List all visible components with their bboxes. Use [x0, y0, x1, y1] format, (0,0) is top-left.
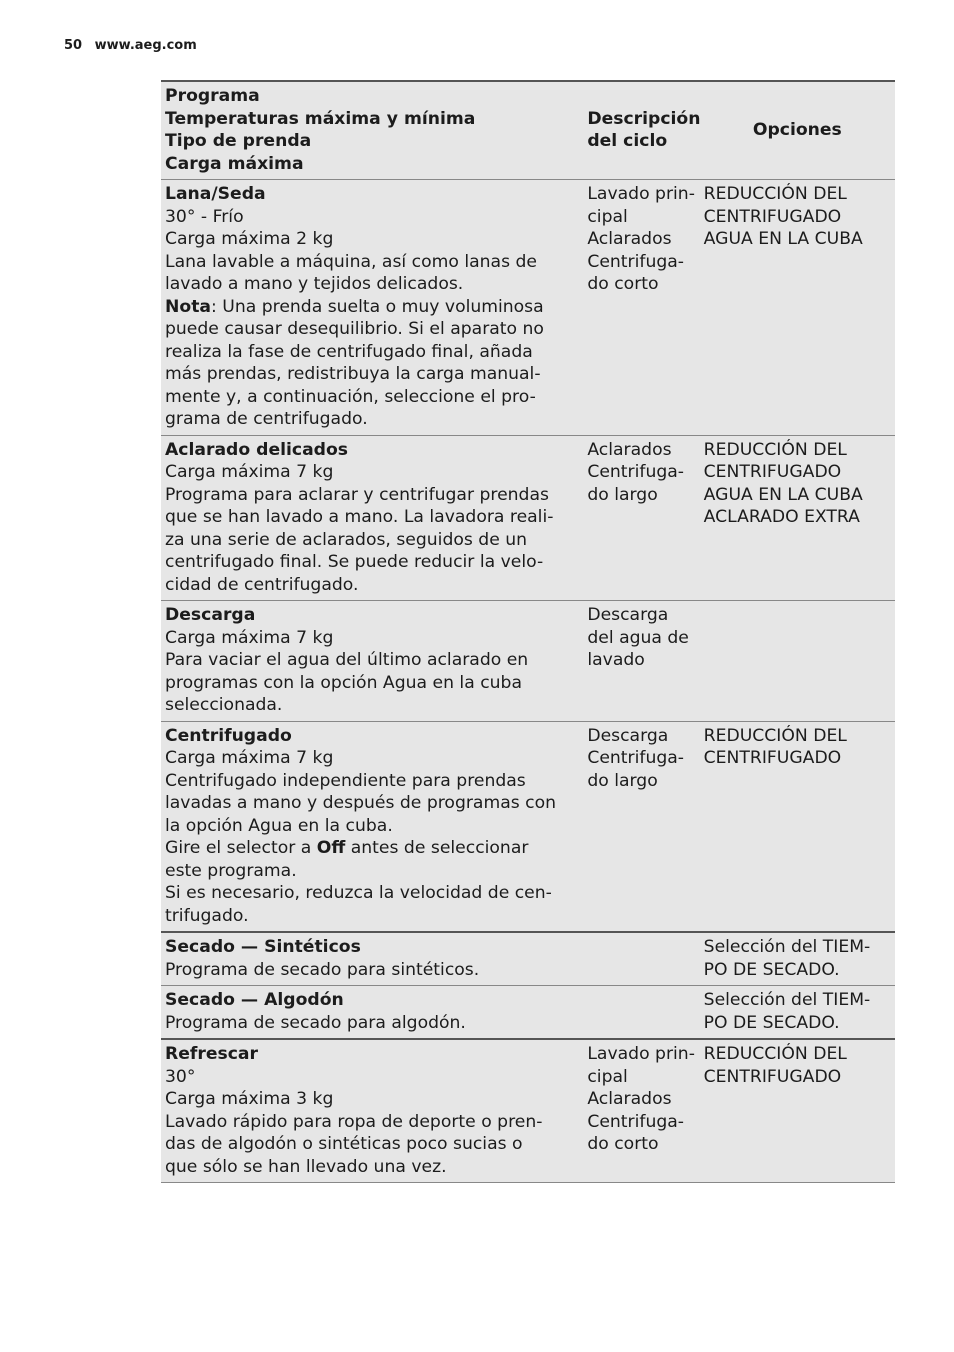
header-line: del ciclo [587, 131, 668, 151]
program-text-line [165, 627, 573, 650]
text-segment: Off [316, 838, 346, 858]
option-line: Selección del TIEM- [703, 990, 871, 1010]
text-segment: centrifugado final. Se puede reducir la velo- [165, 552, 544, 572]
description-cell [577, 435, 699, 601]
header-line: Descripción [587, 108, 701, 129]
description-line: Centrifuga- [587, 748, 684, 768]
program-text-line [165, 1133, 573, 1156]
program-cell [161, 1039, 577, 1183]
program-text-line [165, 206, 573, 229]
table-row [161, 721, 895, 932]
option-line: PO DE SECADO. [703, 959, 840, 980]
text-segment: puede causar desequilibrio. Si el aparato no [165, 319, 544, 339]
text-segment: que se han lavado a mano. La lavadora reali- [165, 507, 554, 527]
description-line: Descarga [587, 725, 669, 746]
header-options [700, 81, 895, 180]
description-line: Descarga [587, 605, 669, 625]
description-line: Lavado prin- [587, 1044, 695, 1064]
option-line: Selección del TIEM- [703, 937, 871, 957]
description-line: Centrifuga- [587, 462, 684, 482]
description-cell [577, 180, 699, 436]
text-segment: Refrescar [165, 1044, 258, 1064]
program-cell [161, 721, 577, 932]
program-name [165, 1043, 573, 1066]
options-cell [700, 932, 895, 986]
page-header [64, 38, 197, 53]
text-segment: realiza la fase de centrifugado final, añada [165, 341, 533, 362]
option-line: CENTRIFUGADO [703, 1066, 842, 1087]
text-segment: : Una prenda suelta o muy voluminosa [211, 296, 544, 317]
program-text-line [165, 770, 573, 793]
text-segment: seleccionada. [165, 695, 283, 715]
program-text-line [165, 273, 573, 296]
option-line: CENTRIFUGADO [703, 462, 842, 482]
option-line: ACLARADO EXTRA [703, 507, 860, 527]
text-segment: Lana lavable a máquina, así como lanas de [165, 251, 537, 272]
text-segment: Programa para aclarar y centrifugar prendas [165, 484, 549, 505]
table-row [161, 180, 895, 436]
description-line: cipal [587, 206, 628, 227]
program-text-line [165, 574, 573, 597]
options-cell [700, 986, 895, 1040]
program-name [165, 439, 573, 462]
table-row [161, 435, 895, 601]
website-url: www.aeg.com [94, 38, 197, 53]
option-line: AGUA EN LA CUBA [703, 229, 863, 249]
program-text-line [165, 551, 573, 574]
header-line: Tipo de prenda [165, 131, 312, 151]
text-segment: Carga máxima 7 kg [165, 462, 334, 482]
program-name [165, 183, 573, 206]
table-row [161, 601, 895, 722]
text-segment: Nota [165, 296, 212, 317]
program-text-line [165, 747, 573, 770]
text-segment: 30° [165, 1066, 196, 1087]
text-segment: das de algodón o sintéticas poco sucias o [165, 1134, 523, 1154]
text-segment: programas con la opción Agua en la cuba [165, 672, 522, 693]
option-line: REDUCCIÓN DEL [703, 1044, 847, 1064]
description-line: do largo [587, 770, 658, 791]
header-program [161, 81, 577, 180]
program-text-line [165, 1066, 573, 1089]
text-segment: za una serie de aclarados, seguidos de un [165, 529, 528, 550]
option-line: PO DE SECADO. [703, 1012, 840, 1033]
table-body [161, 180, 895, 1183]
text-segment: grama de centrifugado. [165, 409, 368, 429]
program-text-line [165, 318, 573, 341]
program-text-line [165, 694, 573, 717]
program-cell [161, 986, 577, 1040]
description-line: do corto [587, 274, 659, 294]
text-segment: Aclarado delicados [165, 439, 349, 460]
description-cell [577, 1039, 699, 1183]
option-line: AGUA EN LA CUBA [703, 484, 863, 505]
text-segment: 30° - Frío [165, 206, 244, 227]
description-line: Lavado prin- [587, 184, 695, 204]
text-segment: lavadas a mano y después de programas con [165, 793, 557, 813]
program-text-line [165, 792, 573, 815]
description-line: lavado [587, 650, 645, 670]
text-segment: Carga máxima 7 kg [165, 627, 334, 648]
description-line: cipal [587, 1066, 628, 1087]
text-segment: Lavado rápido para ropa de deporte o pren- [165, 1111, 543, 1132]
table-row [161, 1039, 895, 1183]
description-line: Aclarados [587, 1089, 672, 1109]
table-header [161, 81, 895, 180]
header-line: Temperaturas máxima y mínima [165, 108, 476, 129]
description-line: do corto [587, 1134, 659, 1154]
program-text-line [165, 837, 573, 860]
text-segment: Secado — Sintéticos [165, 937, 361, 957]
table-row [161, 932, 895, 986]
text-segment: Gire el selector a [165, 838, 317, 858]
text-segment: trifugado. [165, 905, 249, 926]
description-cell [577, 986, 699, 1040]
program-name [165, 989, 573, 1012]
program-text-line [165, 529, 573, 552]
description-cell [577, 721, 699, 932]
program-text-line [165, 341, 573, 364]
program-cell [161, 601, 577, 722]
description-line: Aclarados [587, 229, 672, 249]
description-line: Aclarados [587, 439, 672, 460]
text-segment: Secado — Algodón [165, 990, 344, 1010]
program-cell [161, 180, 577, 436]
program-text-line [165, 461, 573, 484]
header-line: Programa [165, 86, 260, 106]
options-cell [700, 601, 895, 722]
text-segment: Centrifugado [165, 725, 292, 746]
program-text-line [165, 1012, 573, 1035]
program-text-line [165, 815, 573, 838]
program-text-line [165, 484, 573, 507]
program-text-line [165, 1111, 573, 1134]
table-row [161, 986, 895, 1040]
option-line: CENTRIFUGADO [703, 748, 842, 768]
program-text-line [165, 649, 573, 672]
program-text-line [165, 251, 573, 274]
text-segment: Programa de secado para sintéticos. [165, 959, 480, 980]
option-line: CENTRIFUGADO [703, 206, 842, 227]
page-number: 50 [64, 38, 83, 53]
options-cell [700, 1039, 895, 1183]
description-cell [577, 601, 699, 722]
program-table [161, 80, 895, 1183]
text-segment: Para vaciar el agua del último aclarado en [165, 650, 529, 670]
program-name [165, 936, 573, 959]
program-text-line [165, 296, 573, 319]
program-text-line [165, 882, 573, 905]
program-text-line [165, 386, 573, 409]
program-name [165, 725, 573, 748]
text-segment: Carga máxima 3 kg [165, 1089, 334, 1109]
header-description [577, 81, 699, 180]
text-segment: Lana/Seda [165, 184, 266, 204]
header-line: Carga máxima [165, 153, 304, 174]
text-segment: que sólo se han llevado una vez. [165, 1156, 447, 1177]
text-segment: Si es necesario, reduzca la velocidad de cen- [165, 883, 552, 903]
description-cell [577, 932, 699, 986]
text-segment: Carga máxima 7 kg [165, 748, 334, 768]
options-cell [700, 721, 895, 932]
program-text-line [165, 1156, 573, 1179]
header-line: Opciones [752, 119, 842, 140]
option-line: REDUCCIÓN DEL [703, 184, 847, 204]
text-segment: la opción Agua en la cuba. [165, 815, 393, 836]
options-cell [700, 435, 895, 601]
text-segment: cidad de centrifugado. [165, 574, 359, 595]
description-line: do largo [587, 484, 658, 505]
text-segment: este programa. [165, 860, 297, 881]
description-line: Centrifuga- [587, 251, 684, 272]
program-text-line [165, 1088, 573, 1111]
text-segment: mente y, a continuación, seleccione el pro- [165, 386, 536, 407]
text-segment: Programa de secado para algodón. [165, 1012, 466, 1033]
program-cell [161, 932, 577, 986]
text-segment: Carga máxima 2 kg [165, 229, 334, 249]
description-line: del agua de [587, 627, 689, 648]
program-text-line [165, 860, 573, 883]
description-line: Centrifuga- [587, 1111, 684, 1132]
text-segment: más prendas, redistribuya la carga manual- [165, 364, 541, 384]
program-text-line [165, 506, 573, 529]
text-segment: lavado a mano y tejidos delicados. [165, 274, 464, 294]
program-text-line [165, 408, 573, 431]
options-cell [700, 180, 895, 436]
program-name [165, 604, 573, 627]
option-line: REDUCCIÓN DEL [703, 439, 847, 460]
program-text-line [165, 959, 573, 982]
option-line: REDUCCIÓN DEL [703, 725, 847, 746]
program-cell [161, 435, 577, 601]
text-segment: Descarga [165, 605, 256, 625]
program-text-line [165, 228, 573, 251]
text-segment: Centrifugado independiente para prendas [165, 770, 526, 791]
program-text-line [165, 363, 573, 386]
text-segment: antes de seleccionar [345, 838, 529, 858]
program-text-line [165, 672, 573, 695]
program-text-line [165, 905, 573, 928]
